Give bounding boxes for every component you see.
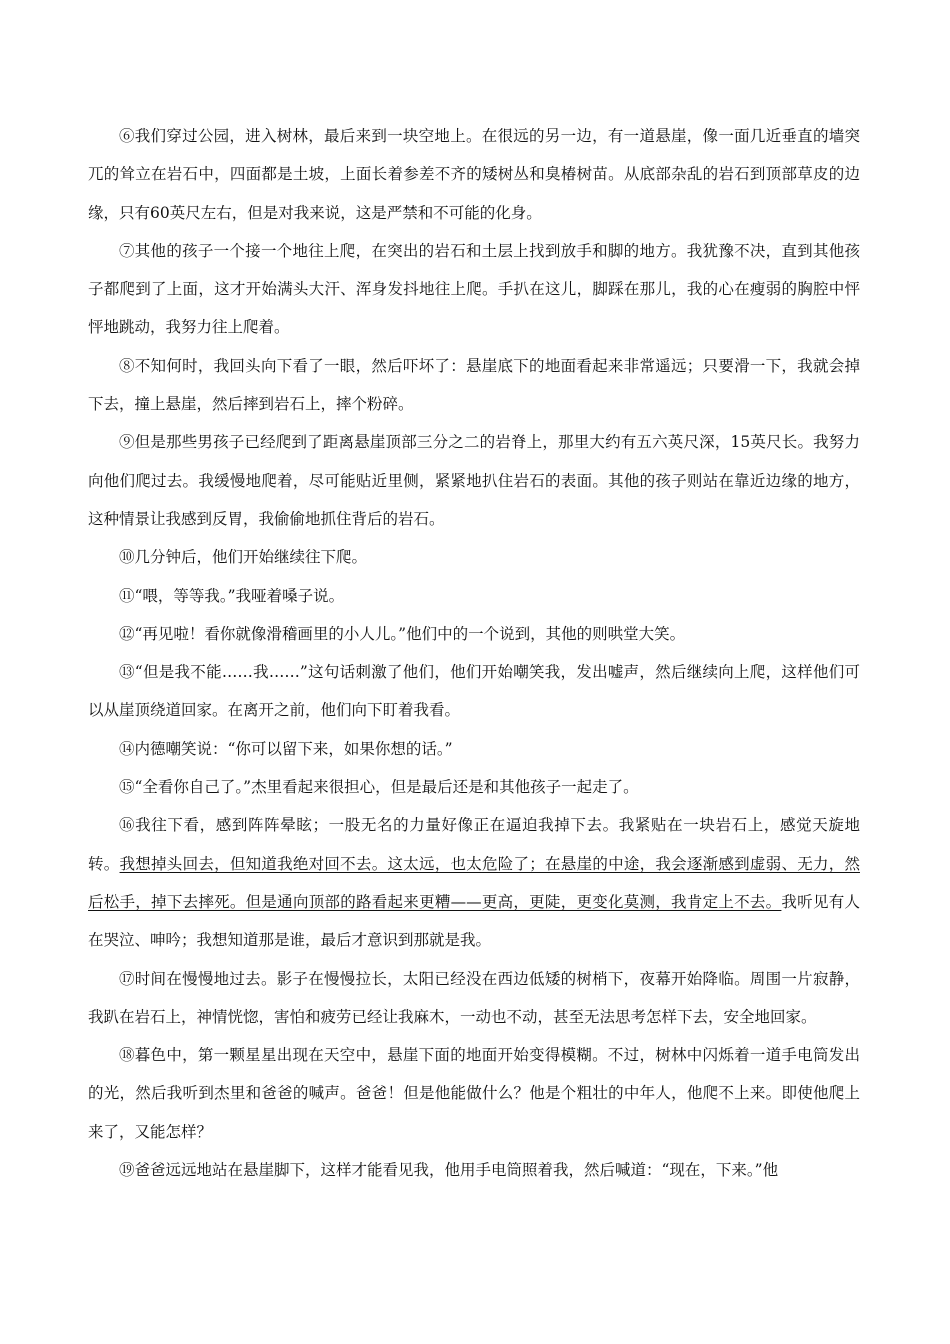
document-page: [88, 117, 860, 1189]
paragraph-8: ⑧不知何时，我回头向下看了一眼，然后吓坏了：悬崖底下的地面看起来非常遥远；只要滑一下，我就会掉下去，撞上悬崖，然后摔到岩石上，摔个粉碎。: [88, 356, 860, 414]
paragraph-10: ⑩几分钟后，他们开始继续往下爬。: [119, 548, 368, 567]
paragraph-13: ⑬“但是我不能……我……”这句话刺激了他们，他们开始嘲笑我，发出嘘声，然后继续向上爬，这样他们可以从崖顶绕道回家。在离开之前，他们向下盯着我看。: [88, 663, 860, 720]
paragraph-12: ⑫“再见啦！看你就像滑稽画里的小人儿。”他们中的一个说到，其他的则哄堂大笑。: [119, 624, 686, 643]
paragraph-7: ⑦其他的孩子一个接一个地往上爬，在突出的岩石和土层上找到放手和脚的地方。我犹豫不决，直到其他孩子都爬到了上面，这才开始满头大汗、浑身发抖地往上爬。手扒在这儿，脚踩在那儿，我的心在瘦弱的胸腔中怦怦地跳动，我努力往上爬着。: [88, 241, 860, 337]
paragraph-16-after: 我听见有人在哭泣、呻吟；我想知道那是谁，最后才意识到那就是我。: [88, 892, 860, 950]
paragraph-15: ⑮“全看你自己了。”杰里看起来很担心，但是最后还是和其他孩子一起走了。: [119, 778, 639, 797]
paragraph-16: [88, 806, 860, 959]
underlined-passage: 我想掉头回去，但知道我绝对回不去。这太远，也太危险了；在悬崖的中途，我会逐渐感到虚弱、无力，然后松手，掉下去摔死。但是通向顶部的路看起来更糟——更高，更陡，更变化莫测，我肯定上不去。: [88, 854, 860, 911]
paragraph-16-before: ⑯我往下看，感到阵阵晕眩；一股无名的力量好像正在逼迫我掉下去。我紧贴在一块岩石上，感觉天旋地转。: [88, 816, 860, 873]
paragraph-17: ⑰时间在慢慢地过去。影子在慢慢拉长，太阳已经没在西边低矮的树梢下，夜幕开始降临。周围一片寂静，我趴在岩石上，神情恍惚，害怕和疲劳已经让我麻木，一动也不动，甚至无法思考怎样下去，安全地回家。: [88, 969, 860, 1026]
paragraph-14: ⑭内德嘲笑说：“你可以留下来，如果你想的话。”: [119, 739, 453, 758]
paragraph-6: ⑥我们穿过公园，进入树林，最后来到一块空地上。在很远的另一边，有一道悬崖，像一面几近垂直的墙突兀的耸立在岩石中，四面都是土坡，上面长着参差不齐的矮树丛和臭椿树苗。从底部杂乱的岩石到顶部草皮的边缘，只有60英尺左右，但是对我来说，这是严禁和不可能的化身。: [88, 127, 860, 222]
paragraph-11: ⑪“喂，等等我。”我哑着嗓子说。: [119, 586, 345, 605]
paragraph-18: ⑱暮色中，第一颗星星出现在天空中，悬崖下面的地面开始变得模糊。不过，树林中闪烁着一道手电筒发出的光，然后我听到杰里和爸爸的喊声。爸爸！但是他能做什么？他是个粗壮的中年人，他爬不上来。即使他爬上来了，又能怎样？: [88, 1046, 860, 1141]
paragraph-19: ⑲爸爸远远地站在悬崖脚下，这样才能看见我，他用手电筒照着我，然后喊道：“现在，下来。”他: [119, 1161, 779, 1180]
paragraph-9: ⑨但是那些男孩子已经爬到了距离悬崖顶部三分之二的岩脊上，那里大约有五六英尺深，15英尺长。我努力向他们爬过去。我缓慢地爬着，尽可能贴近里侧，紧紧地扒住岩石的表面。其他的孩子则站在靠近边缘的地方，这种情景让我感到反胃，我偷偷地抓住背后的岩石。: [88, 433, 860, 528]
